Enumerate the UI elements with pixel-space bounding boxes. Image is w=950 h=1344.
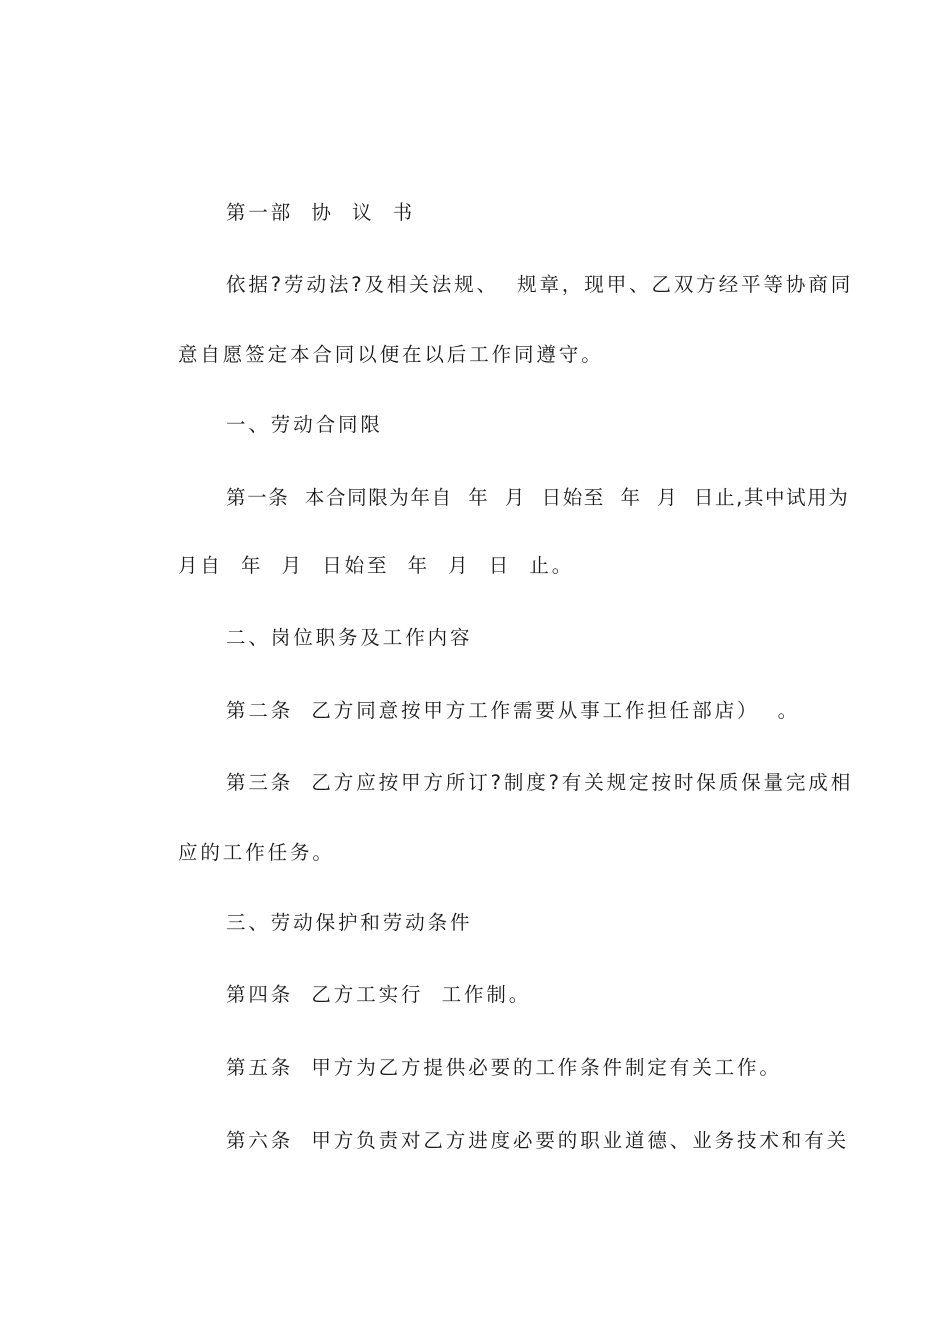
article-5: 第五条 甲方为乙方提供必要的工作条件制定有关工作。 [226,1056,782,1079]
section-heading-part-one: 第一部 协 议 书 [226,201,415,224]
article-6-line-1: 第六条 甲方负责对乙方进度必要的职业道德、业务技术和有关 [226,1129,849,1152]
article-3-line-2: 应的工作任务。 [178,841,335,864]
section-heading-labor-protection: 三、劳动保护和劳动条件 [226,911,473,934]
paragraph-preamble-line-1: 依据?劳动法?及相关法规、 规章，现甲、乙双方经平等协商同 [226,273,854,296]
section-heading-contract-term: 一、劳动合同限 [226,413,383,436]
article-1-line-1: 第一条 本合同限为年自 年 月 日始至 年 月 日止,其中试用为 [226,486,850,509]
article-3-line-1: 第三条 乙方应按甲方所订?制度?有关规定按时保质保量完成相 [226,771,854,794]
paragraph-preamble-line-2: 意自愿签定本合同以便在以后工作同遵守。 [178,343,604,366]
article-2: 第二条 乙方同意按甲方工作需要从事工作担任部店） 。 [226,699,800,722]
article-1-line-2: 月自 年 月 日始至 年 月 日 止。 [178,554,575,577]
article-4: 第四条 乙方工实行 工作制。 [226,983,532,1006]
section-heading-job-duties: 二、岗位职务及工作内容 [226,626,473,649]
